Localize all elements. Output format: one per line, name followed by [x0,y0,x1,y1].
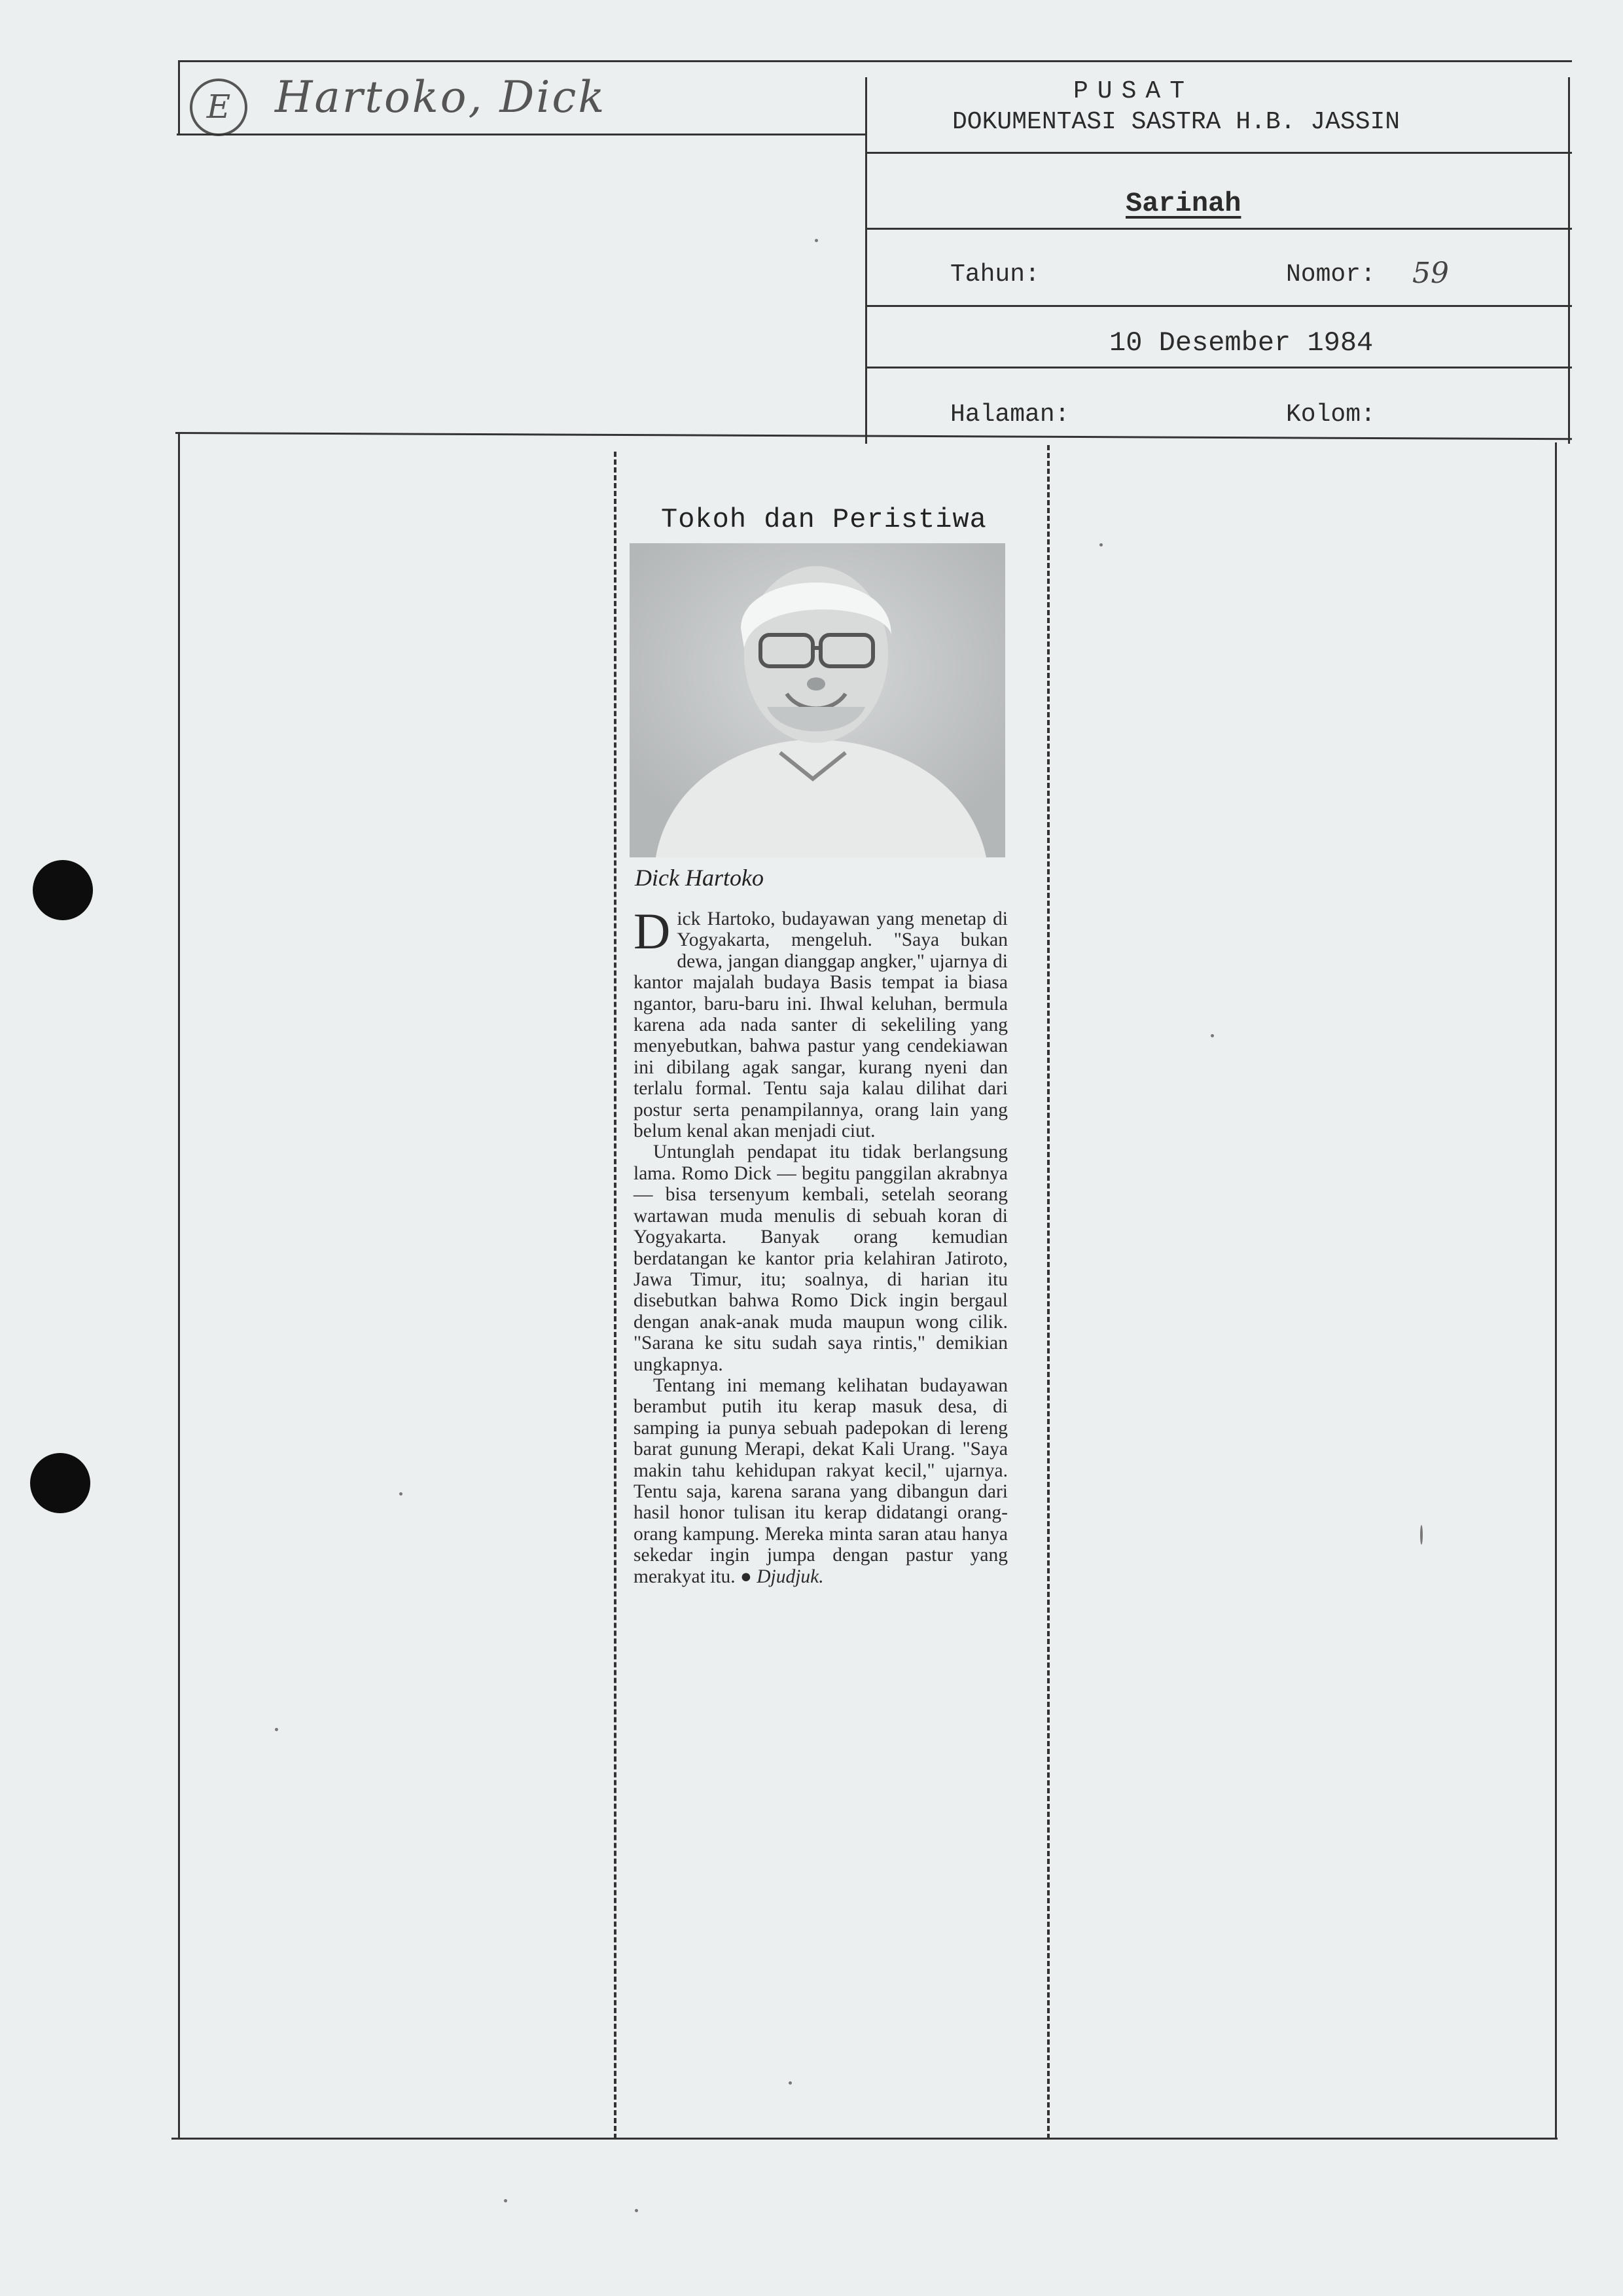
handwritten-name: Hartoko, Dick [275,72,607,122]
frame-left-border [178,432,180,2139]
article-byline: Djudjuk. [757,1566,824,1587]
header-divider [865,77,867,444]
halaman-label: Halaman: [950,401,1070,429]
frame-bottom-line [171,2138,1558,2140]
header-row-line-1 [865,152,1572,154]
header-right-border [1568,77,1570,444]
punch-hole-bottom [30,1453,90,1513]
paragraph-1-text: ick Hartoko, budayawan yang menetap di Yogyakarta, mengeluh. "Saya bukan dewa, jangan dianggap angker," ujarnya di kantor majalah budaya Basis tempat ia biasa ngantor, baru-baru ini. Ihwal keluhan, bermula karena ada nada santer di sekeliling yang menyebutkan, bahwa pastur yang cendekiawan ini dibilang agak sangar, kurang nyeni dan terlalu formal. Tentu saja kalau dilihat dari postur serta penampilannya, orang lain yang belum kenal akan menjadi ciut. [633,908,1008,1142]
kolom-label: Kolom: [1286,401,1376,429]
article-body [633,903,1008,1587]
header-row-line-3 [865,305,1572,307]
clip-column-left-guide [614,452,616,2139]
nomor-value: 59 [1412,257,1449,290]
archive-line-1: PUSAT [1073,77,1194,105]
punch-hole-top [33,860,93,920]
paragraph-3-text: Tentang ini memang kelihatan budayawan berambut putih itu kerap masuk desa, di samping ia punya sebuah padepokan di lereng barat gunung Merapi, dekat Kali Urang. "Saya makin tahu kehidupan rakyat kecil," ujarnya. Tentu saja, karena sarana yang dibangun dari hasil honor tulisan itu kerap didatangi orang-orang kampung. Mereka minta saran atau hanya sekedar ingin jumpa dengan pastur yang merakyat itu. [633,1374,1008,1587]
header-top-line [178,60,1572,62]
clipping-section-title: Tokoh dan Peristiwa [661,504,987,535]
article-paragraph [633,1141,1008,1374]
header-row-line-5 [175,432,1572,440]
publication-name: Sarinah [1126,188,1241,219]
article-paragraph [633,903,1008,1142]
drop-cap: D [633,903,671,960]
header-row-line-2 [865,228,1572,230]
frame-right-border [1555,442,1557,2139]
clip-column-right-guide [1047,445,1050,2139]
article-paragraph: Tentang ini memang kelihatan budayawan berambut putih itu kerap masuk desa, di samping ia punya sebuah padepokan di lereng barat gunung Merapi, dekat Kali Urang. "Saya makin tahu kehidupan rakyat kecil," ujarnya. Tentu saja, karena sarana yang dibangun dari hasil honor tulisan itu kerap didatangi orang-orang kampung. Mereka minta saran atau hanya sekedar ingin jumpa dengan pastur yang merakyat itu. ● Djudjuk. [633,1374,1008,1587]
tahun-label: Tahun: [950,260,1040,289]
category-letter: E [190,79,247,136]
portrait-illustration [630,543,1005,857]
nomor-label: Nomor: [1286,260,1376,289]
header-row-line-4 [865,367,1572,368]
paragraph-2-text: Untunglah pendapat itu tidak berlangsung lama. Romo Dick — begitu panggilan akrabnya — bisa tersenyum kembali, setelah seorang wartawan muda menulis di sebuah koran di Yogyakarta. Banyak orang kemudian berdatangan ke kantor pria kelahiran Jatiroto, Jawa Timur, itu; soalnya, di harian itu disebutkan bahwa Romo Dick ingin bergaul dengan anak-anak muda maupun wong cilik. "Sarana ke situ sudah saya rintis," demikian ungkapnya. [633,1141,1008,1375]
header-left-border [178,60,180,135]
header-left-bottom-line [177,134,865,135]
archive-line-2: DOKUMENTASI SASTRA H.B. JASSIN [952,108,1400,136]
portrait-photo [630,543,1005,857]
publication-date: 10 Desember 1984 [1109,327,1374,359]
photo-caption: Dick Hartoko [635,865,764,891]
